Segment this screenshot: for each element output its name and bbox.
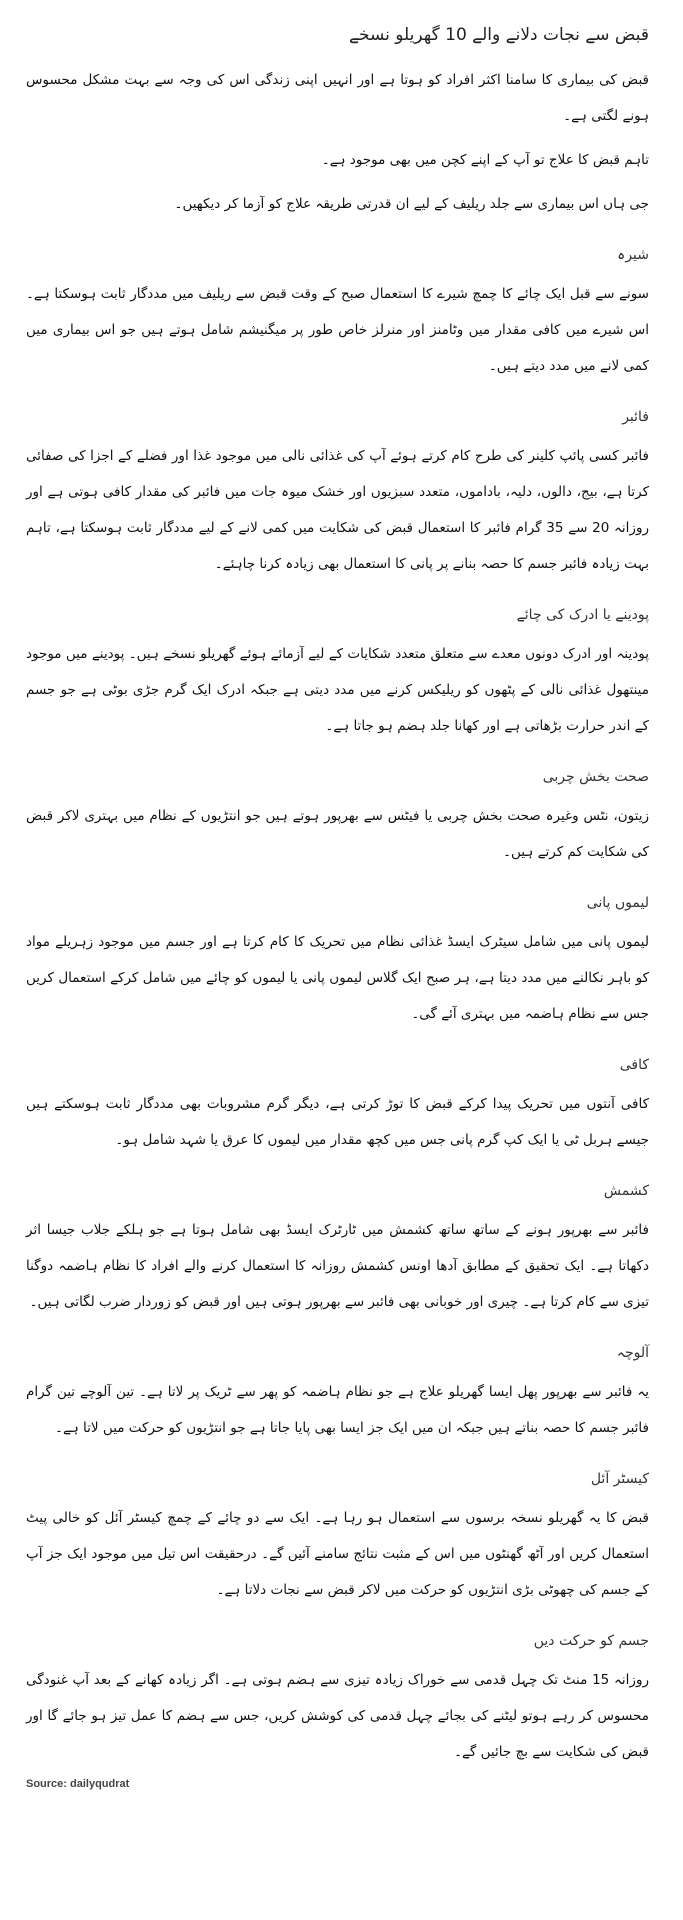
section-fiber [26, 404, 649, 582]
section-paragraph: کافی آنتوں میں تحریک پیدا کرکے قبض کا توڑ کرتی ہے، دیگر گرم مشروبات بھی مددگار ثابت ہوسکتے ہیں جیسے ہربل ٹی یا ایک کپ گرم پانی جس میں کچھ مقدار میں لیموں کا عرق یا شہد شامل ہو۔ [26, 1096, 649, 1148]
section-castor-oil [26, 1466, 649, 1608]
source-credit: Source: dailyqudrat [26, 1778, 130, 1790]
section-heading: کیسٹر آئل [590, 1471, 649, 1487]
section-paragraph: یہ فائبر سے بھرپور پھل ایسا گھریلو علاج ہے جو نظام ہاضمہ کو پھر سے ٹریک پر لاتا ہے۔ تین آلوچے تین گرام فائبر جسم کا حصہ بناتے ہیں جبکہ ان میں ایک جز ایسا بھی پایا جاتا ہے جو انتڑیوں کو حرکت میں لاتا ہے۔ [26, 1384, 649, 1436]
section-healthy-fats [26, 764, 649, 870]
section-paragraph: فائبر کسی پائپ کلینر کی طرح کام کرتے ہوئے آپ کی غذائی نالی میں موجود غذا اور فضلے کے اجزا کی صفائی کرتا ہے، بیج، دالوں، دلیہ، باداموں، متعدد سبزیوں اور خشک میوہ جات میں فائبر کی مقدار کافی ہوتی ہے اور روزانہ 20 سے 35 گرام فائبر کا استعمال قبض کی شکایت میں کمی لانے کے لیے مددگار ثابت ہوسکتا ہے، تاہم بہت زیادہ فائبر جسم کا حصہ بنانے پر پانی کا استعمال بھی زیادہ کرنا چاہئے۔ [26, 448, 649, 572]
intro-paragraph: قبض کی بیماری کا سامنا اکثر افراد کو ہوتا ہے اور انہیں اپنی زندگی اس کی وجہ سے بہت مشکل محسوس ہونے لگتی ہے۔ [26, 72, 649, 124]
section-paragraph: پودینہ اور ادرک دونوں معدے سے متعلق متعدد شکایات کے لیے آزمائے ہوئے گھریلو نسخے ہیں۔ پودینے میں موجود مینتھول غذائی نالی کے پٹھوں کو ریلیکس کرنے میں مدد دیتی ہے جبکہ ادرک ایک گرم جڑی بوٹی ہے جو جسم کے اندر حرارت بڑھاتی ہے اور کھانا جلد ہضم ہو جاتا ہے۔ [26, 646, 649, 734]
section-raisins [26, 1178, 649, 1320]
section-heading: فائبر [622, 409, 649, 425]
section-paragraph: فائبر سے بھرپور ہونے کے ساتھ ساتھ کشمش میں ٹارٹرک ایسڈ بھی شامل ہوتا ہے جو ہلکے جلاب جیسا اثر دکھاتا ہے۔ ایک تحقیق کے مطابق آدھا اونس کشمش روزانہ کا استعمال کرنے والے افراد کا نظام ہاضمہ دوگنا تیزی سے کام کرتا ہے۔ چیری اور خوبانی بھی فائبر سے بھرپور ہوتی ہیں اور قبض کو زوردار ضرب لگاتی ہیں۔ [26, 1222, 649, 1310]
section-exercise [26, 1628, 649, 1770]
section-heading: صحت بخش چربی [542, 769, 649, 785]
article-intro [26, 62, 649, 222]
section-prunes [26, 1340, 649, 1446]
section-lemon-water [26, 890, 649, 1032]
section-heading: لیموں پانی [586, 895, 649, 911]
section-paragraph: زیتون، نٹس وغیرہ صحت بخش چربی یا فیٹس سے بھرپور ہوتے ہیں جو انتڑیوں کے نظام میں بہتری لاکر قبض کی شکایت کم کرتے ہیں۔ [26, 808, 649, 860]
section-molasses [26, 242, 649, 384]
section-heading: آلوچہ [616, 1345, 649, 1361]
section-paragraph: روزانہ 15 منٹ تک چہل قدمی سے خوراک زیادہ تیزی سے ہضم ہوتی ہے۔ اگر زیادہ کھانے کے بعد آپ غنودگی محسوس کر رہے ہوتو لیٹنے کی بجائے چہل قدمی کی کوشش کریں، جس سے ہضم کا عمل تیز ہو جائے گا اور قبض کی شکایت سے بچ جائیں گے۔ [26, 1672, 649, 1760]
section-coffee [26, 1052, 649, 1158]
intro-paragraph: تاہم قبض کا علاج تو آپ کے اپنے کچن میں بھی موجود ہے۔ [321, 152, 649, 168]
section-paragraph: قبض کا یہ گھریلو نسخہ برسوں سے استعمال ہو رہا ہے۔ ایک سے دو چائے کے چمچ کیسٹر آئل کو خالی پیٹ استعمال کریں اور آٹھ گھنٹوں میں اس کے مثبت نتائج سامنے آئیں گے۔ درحقیقت اس تیل میں موجود ایک جز آپ کے جسم کی چھوٹی بڑی انتڑیوں کو حرکت میں لاکر قبض سے نجات دلاتا ہے۔ [26, 1510, 649, 1598]
section-heading: کافی [619, 1057, 649, 1073]
section-mint-ginger-tea [26, 602, 649, 744]
intro-paragraph: جی ہاں اس بیماری سے جلد ریلیف کے لیے ان قدرتی طریقہ علاج کو آزما کر دیکھیں۔ [174, 196, 649, 212]
section-heading: جسم کو حرکت دیں [533, 1633, 649, 1649]
section-heading: کشمش [603, 1183, 649, 1199]
article-title: قبض سے نجات دلانے والے 10 گھریلو نسخے [349, 25, 649, 45]
section-heading: پودینے یا ادرک کی چائے [516, 607, 649, 623]
section-heading: شیرہ [617, 247, 649, 263]
section-paragraph: سونے سے قبل ایک چائے کا چمچ شیرے کا استعمال صبح کے وقت قبض سے ریلیف میں مددگار ثابت ہوسکتا ہے۔ اس شیرے میں کافی مقدار میں وٹامنز اور منرلز خاص طور پر میگنیشم شامل ہوتے ہیں جو اس بیماری میں کمی لانے میں مدد دیتے ہیں۔ [26, 286, 649, 374]
section-paragraph: لیموں پانی میں شامل سیٹرک ایسڈ غذائی نظام میں تحریک کا کام کرتا ہے اور جسم میں موجود زہریلے مواد کو باہر نکالنے میں مدد دیتا ہے، ہر صبح ایک گلاس لیموں پانی یا لیموں کو چائے میں شامل کرکے استعمال کریں جس سے نظام ہاضمہ میں بہتری آئے گی۔ [26, 934, 649, 1022]
